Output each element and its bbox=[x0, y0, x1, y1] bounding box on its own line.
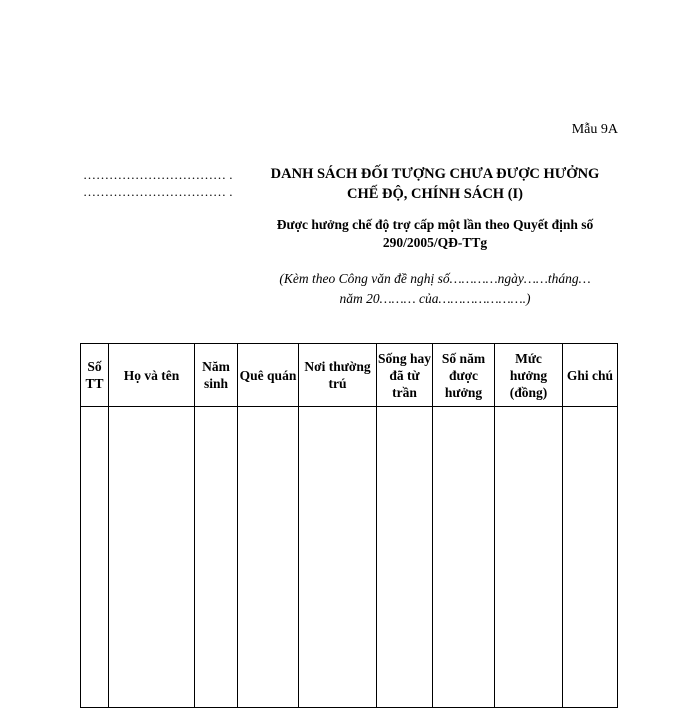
left-dotted-block bbox=[83, 166, 253, 200]
cell-years bbox=[433, 407, 495, 708]
dotted-line-2: …………………………… . bbox=[83, 184, 233, 199]
col-header-birth-year: Năm sinh bbox=[195, 344, 238, 407]
title-line-2: CHẾ ĐỘ, CHÍNH SÁCH (I) bbox=[346, 186, 524, 202]
cell-hometown bbox=[238, 407, 299, 708]
document-subtitle bbox=[250, 216, 620, 252]
col-header-notes: Ghi chú bbox=[563, 344, 618, 407]
col-header-name: Họ và tên bbox=[109, 344, 195, 407]
col-header-amount: Mức hưởng (đồng) bbox=[495, 344, 563, 407]
attachment-note bbox=[250, 269, 620, 309]
beneficiary-table bbox=[80, 343, 618, 708]
cell-residence bbox=[299, 407, 377, 708]
col-header-stt: Số TT bbox=[81, 344, 109, 407]
form-code: Mẫu 9A bbox=[571, 122, 618, 137]
cell-birth-year bbox=[195, 407, 238, 708]
table-header-row bbox=[81, 344, 618, 407]
col-header-years: Số năm được hưởng bbox=[433, 344, 495, 407]
cell-stt bbox=[81, 407, 109, 708]
note-line-2: năm 20……… của………………….) bbox=[339, 291, 531, 306]
cell-amount bbox=[495, 407, 563, 708]
subtitle-line-1: Được hưởng chế độ trợ cấp một lần theo Quyết định số bbox=[276, 217, 594, 232]
cell-notes bbox=[563, 407, 618, 708]
col-header-status: Sống hay đã từ trần bbox=[377, 344, 433, 407]
title-line-1: DANH SÁCH ĐỐI TƯỢNG CHƯA ĐƯỢC HƯỞNG bbox=[270, 166, 600, 182]
table-row bbox=[81, 407, 618, 708]
document-title bbox=[250, 164, 620, 204]
col-header-residence: Nơi thường trú bbox=[299, 344, 377, 407]
note-line-1: (Kèm theo Công văn đề nghị số…………ngày……tháng… bbox=[279, 271, 591, 286]
dotted-line-1: …………………………… . bbox=[83, 167, 233, 182]
cell-status bbox=[377, 407, 433, 708]
col-header-hometown: Quê quán bbox=[238, 344, 299, 407]
cell-name bbox=[109, 407, 195, 708]
subtitle-line-2: 290/2005/QĐ-TTg bbox=[382, 235, 488, 250]
